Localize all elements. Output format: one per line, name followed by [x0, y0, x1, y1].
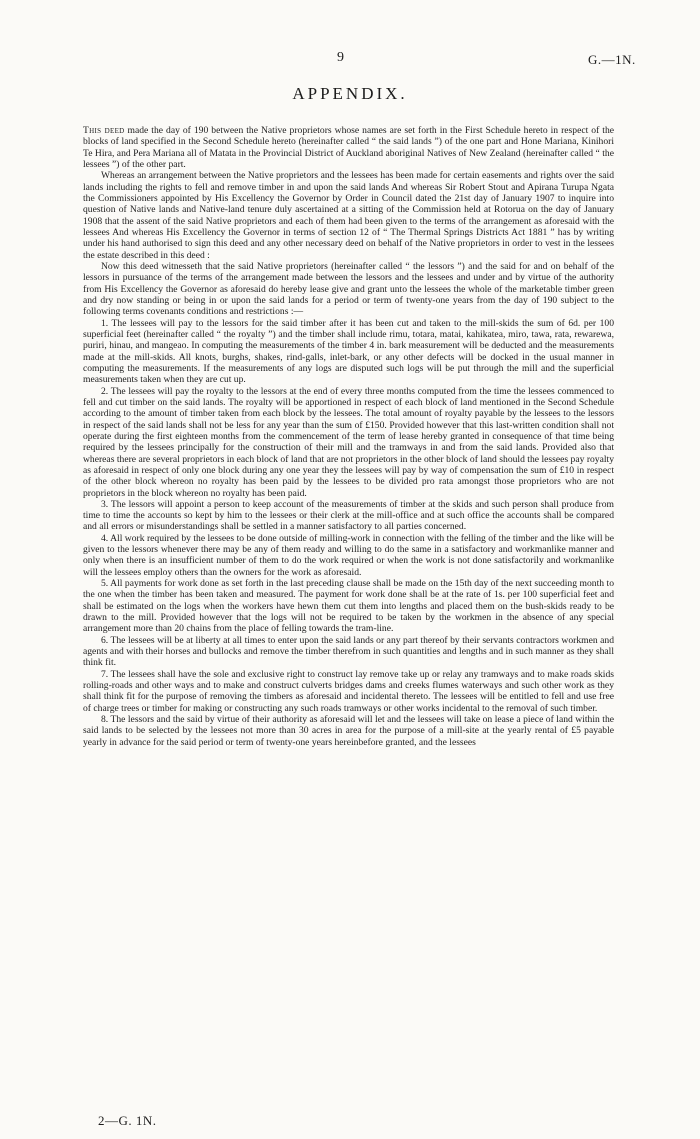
deed-opening-text: made the day of 190 between the Native proprietors whose names are set forth in the First Schedule hereto in respect of the blocks of land specified in the Second Schedule hereto (hereinafter called “ the said lands ”) of the one part and Hone Mariana, Kinihori Te Hira, and Pera Mariana all of Matata in the Provincial District of Auckland aboriginal Natives of New Zealand (hereinafter called “ the lessees ”) of the other part.	[83, 125, 614, 170]
page-number: 9	[337, 50, 344, 65]
appendix-title: APPENDIX.	[292, 84, 408, 103]
clause-7: 7. The lessees shall have the sole and exclusive right to construct lay remove take up or relay any tramways and to make roads skids rolling-roads and other ways and to make and construct culverts bridges dams and creeks flumes waterways and such other work as they shall think fit for the purpose of removing the timbers as aforesaid and incidental thereto. The lessees will be entitled to fell and use free of charge trees or timber for making or constructing any such roads tramways or other works incidental to the removal of such timber.	[83, 668, 614, 714]
clause-5: 5. All payments for work done as set forth in the last preceding clause shall be made on the 15th day of the next succeeding month to the one when the timber has been taken and measured. The payment for work done shall be at the rate of 1s. per 100 superficial feet and shall be estimated on the logs when the workers have hewn them cut them into lengths and placed them on the bush-skids ready to be drawn to the mill. Provided however that the logs will not be required to be taken by the workmen in the absence of any special arrangement more than 20 chains from the place of felling towards the tram-line.	[83, 578, 614, 635]
clause-8: 8. The lessors and the said by virtue of their authority as aforesaid will let and the lessees will take on lease a piece of land within the said lands to be selected by the lessees not more than 30 acres in area for the purpose of a mill-site at the yearly rental of £5 payable yearly in advance for the said period or term of twenty-one years hereinbefore granted, and the lessees	[83, 714, 614, 748]
clause-1: 1. The lessees will pay to the lessors for the said timber after it has been cut and taken to the mill-skids the sum of 6d. per 100 superficial feet (hereinafter called “ the royalty ”) and the timber shall include rimu, totara, matai, kahikatea, miro, tawa, rata, rewarewa, puriri, hinau, and mangeao. In computing the measurements of the timber 4 in. bark measurement will be deducted and the measurements made at the mill-skids. All knots, burghs, shakes, rind-galls, inlet-bark, or any other defects will be docked in the usual manner in computing the measurements. If the measurements of any logs are disputed such logs will be put through the mill and the superficial measurements taken when they are cut up.	[83, 317, 614, 386]
witnesseth-paragraph: Now this deed witnesseth that the said Native proprietors (hereinafter called “ the lessors ”) and the said for and on behalf of the lessors in pursuance of the terms of the arrangement made between the lessors and the lessees and under and by virtue of the authority from His Excellency the Governor as aforesaid do hereby lease give and grant unto the lessees the whole of the marketable timber green and dry now standing or being in or upon the said lands for a period or term of twenty-one years from the day of 190 subject to the following terms covenants conditions and restrictions :—	[83, 260, 614, 318]
clause-6: 6. The lessees will be at liberty at all times to enter upon the said lands or any part thereof by their servants contractors workmen and agents and with their horses and bullocks and remove the timber therefrom in such quantities and lengths and in such manner as they shall think fit.	[83, 634, 614, 669]
signature-mark: 2—G. 1N.	[98, 1113, 157, 1128]
clause-2: 2. The lessees will pay the royalty to the lessors at the end of every three months computed from the time the lessees commenced to fell and cut timber on the said lands. The royalty will be apportioned in respect of each block of land mentioned in the Second Schedule according to the amount of timber taken from each block by the lessees. The total amount of royalty payable by the lessees to the lessors in respect of the said lands shall not be less for any year than the sum of £150. Provided however that this last-written condition shall not operate during the first eighteen months from the commencement of the term of lease hereby granted in consequence of that time being required by the lessees principally for the construction of their mill and the tramways in and from the said lands. Provided also that whereas there are several proprietors in each block of land that are not proprietors in the other block of land should the lessees pay royalty as aforesaid in respect of only one block during any one year they the lessees will pay by way of compensation the sum of £10 in respect of the other block whereon no royalty has been paid by the lessees to be divided pro rata amongst those proprietors who are not proprietors in the block whereon no royalty has been paid.	[83, 385, 614, 499]
deed-opening-paragraph	[83, 125, 614, 170]
deed-lead-words: This deed	[83, 125, 125, 136]
document-code: G.—1N.	[588, 52, 636, 67]
deed-body	[83, 125, 614, 748]
whereas-paragraph: Whereas an arrangement between the Native proprietors and the lessees has been made for certain easements and rights over the said lands including the rights to fell and remove timber in and upon the said lands And whereas Sir Robert Stout and Apirana Turupa Ngata the Commissioners appointed by His Excellency the Governor by Order in Council dated the 21st day of January 1907 to inquire into question of Native lands and Native-land tenure duly ascertained at a sitting of the Commission held at Rotorua on the day of January 1908 that the assent of the said Native proprietors and each of them had been given to the terms of the arrangement as aforesaid with the lessees And whereas His Excellency the Governor in terms of section 12 of “ The Thermal Springs Districts Act 1881 ” has by writing under his hand authorised to sign this deed and any other necessary deed on behalf of the Native proprietors in order to vest in the lessees the estate described in this deed :	[83, 170, 614, 261]
clause-3: 3. The lessors will appoint a person to keep account of the measurements of timber at the skids and such person shall produce from time to time the accounts so kept by him to the lessees or their clerk at the mill-office and at such office the accounts shall be compared and all errors or misunderstandings shall be settled in a manner satisfactory to all parties concerned.	[83, 498, 614, 533]
clause-4: 4. All work required by the lessees to be done outside of milling-work in connection with the felling of the timber and the like will be given to the lessors whenever there may be any of them ready and willing to do the same in a satisfactory and workmanlike manner and only when there is an insufficient number of them to do the work required or when the work is not done satisfactorily and workmanlike will the lessees employ others than the owners for the work as aforesaid.	[83, 532, 614, 578]
